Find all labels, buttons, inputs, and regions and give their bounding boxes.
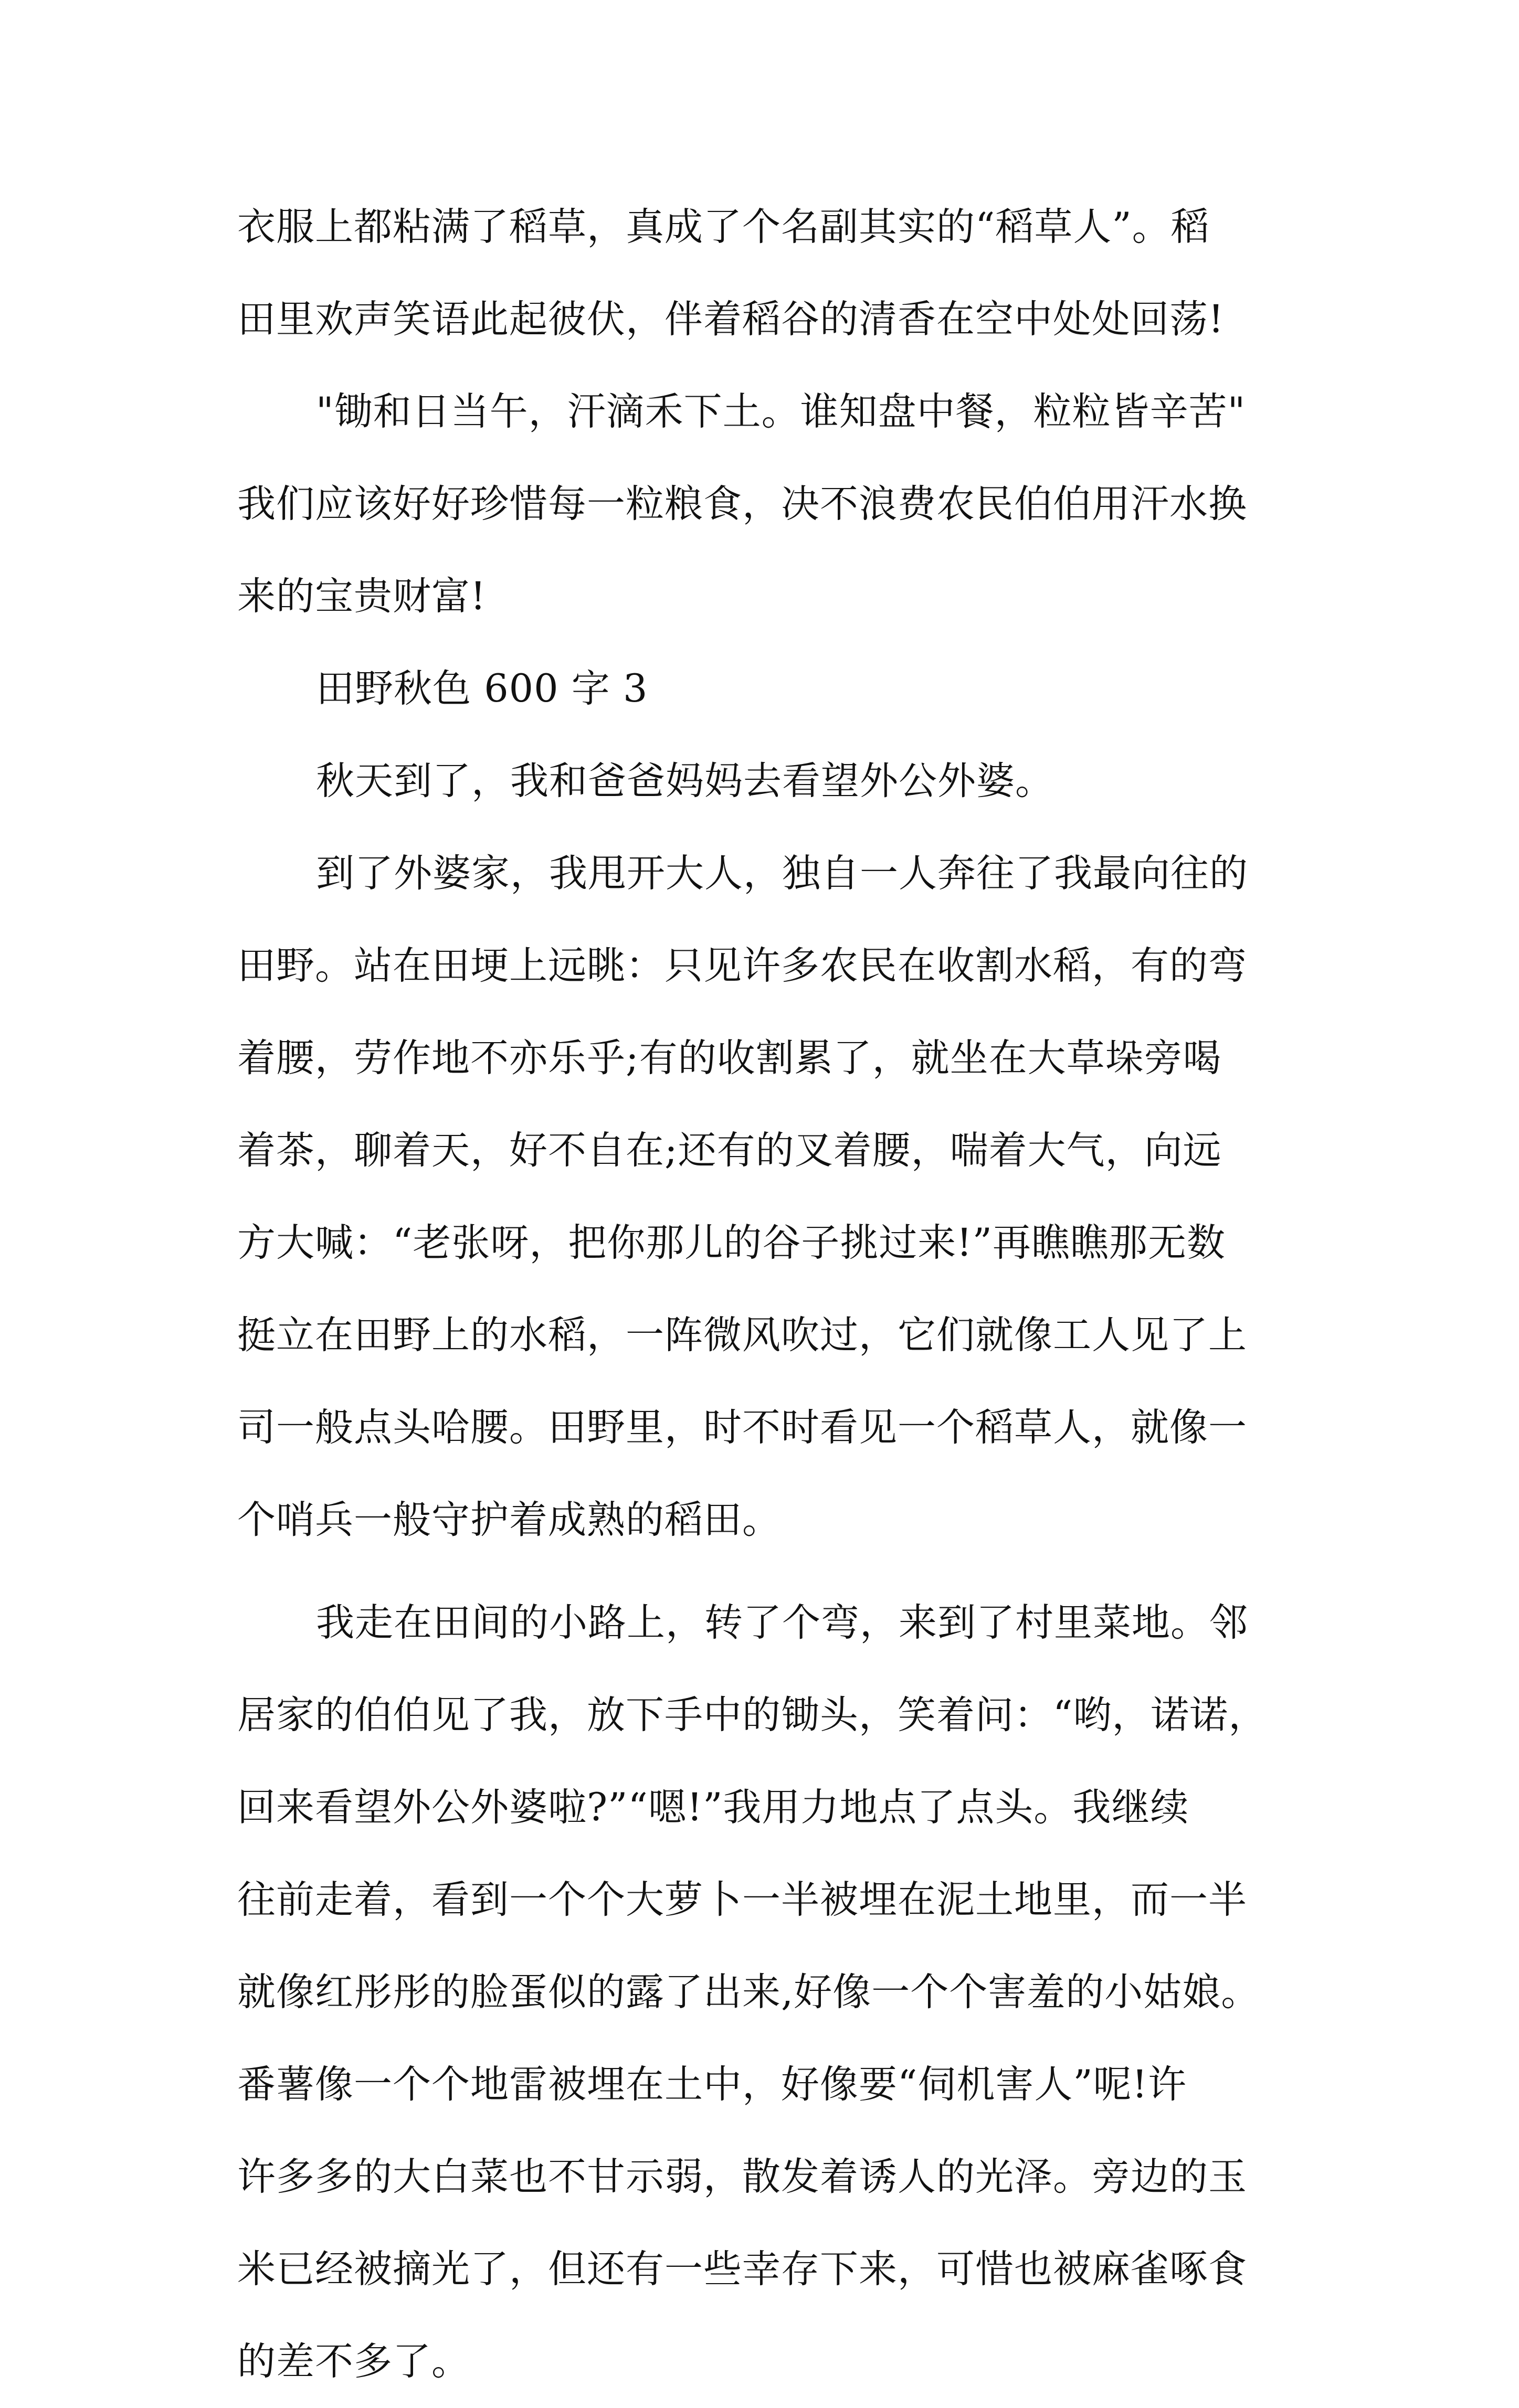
text-line: 来的宝贵财富! bbox=[237, 574, 487, 619]
text-line: 往前走着，看到一个个大萝卜一半被埋在泥土地里，而一半 bbox=[237, 1877, 1247, 1922]
paragraph-start: 到了外婆家，我甩开大人，独自一人奔往了我最向往的 bbox=[316, 851, 1248, 896]
paragraph-start: 秋天到了，我和爸爸妈妈去看望外公外婆。 bbox=[316, 759, 1054, 803]
text-line: 着茶，聊着天，好不自在;还有的叉着腰，喘着大气，向远 bbox=[237, 1128, 1222, 1173]
text-line: 挺立在田野上的水稻，一阵微风吹过，它们就像工人见了上 bbox=[237, 1313, 1247, 1357]
text-line: 田野。站在田埂上远眺：只见许多农民在收割水稻，有的弯 bbox=[237, 943, 1247, 988]
text-line: 番薯像一个个地雷被埋在土中，好像要“伺机害人”呢!许 bbox=[237, 2062, 1187, 2107]
text-line: 许多多的大白菜也不甘示弱，散发着诱人的光泽。旁边的玉 bbox=[237, 2155, 1247, 2199]
text-line: 方大喊：“老张呀，把你那儿的谷子挑过来!”再瞧瞧那无数 bbox=[237, 1221, 1226, 1265]
text-line: 我们应该好好珍惜每一粒粮食，决不浪费农民伯伯用汗水换 bbox=[237, 482, 1247, 526]
poem-quote-line: "锄和日当午，汗滴禾下土。谁知盘中餐，粒粒皆辛苦" bbox=[316, 389, 1246, 434]
text-line: 司一般点头哈腰。田野里，时不时看见一个稻草人，就像一 bbox=[237, 1405, 1247, 1450]
text-line: 衣服上都粘满了稻草，真成了个名副其实的“稻草人”。稻 bbox=[237, 205, 1210, 249]
text-line: 居家的伯伯见了我，放下手中的锄头，笑着问：“哟，诺诺， bbox=[237, 1693, 1268, 1737]
document-body bbox=[237, 181, 1292, 2408]
text-line: 回来看望外公外婆啦?”“嗯!”我用力地点了点头。我继续 bbox=[237, 1785, 1189, 1830]
text-line: 着腰，劳作地不亦乐乎;有的收割累了，就坐在大草垛旁喝 bbox=[237, 1036, 1222, 1080]
text-line: 田里欢声笑语此起彼伏，伴着稻谷的清香在空中处处回荡! bbox=[237, 297, 1225, 342]
text-line: 的差不多了。 bbox=[237, 2339, 470, 2384]
paragraph-start: 我走在田间的小路上，转了个弯，来到了村里菜地。邻 bbox=[316, 1600, 1248, 1645]
section-heading: 田野秋色 600 字 3 bbox=[316, 666, 648, 711]
text-line: 米已经被摘光了，但还有一些幸存下来，可惜也被麻雀啄食 bbox=[237, 2247, 1247, 2292]
text-line: 个哨兵一般守护着成熟的稻田。 bbox=[237, 1498, 781, 1542]
text-line: 就像红彤彤的脸蛋似的露了出来,好像一个个害羞的小姑娘。 bbox=[237, 1970, 1260, 2014]
